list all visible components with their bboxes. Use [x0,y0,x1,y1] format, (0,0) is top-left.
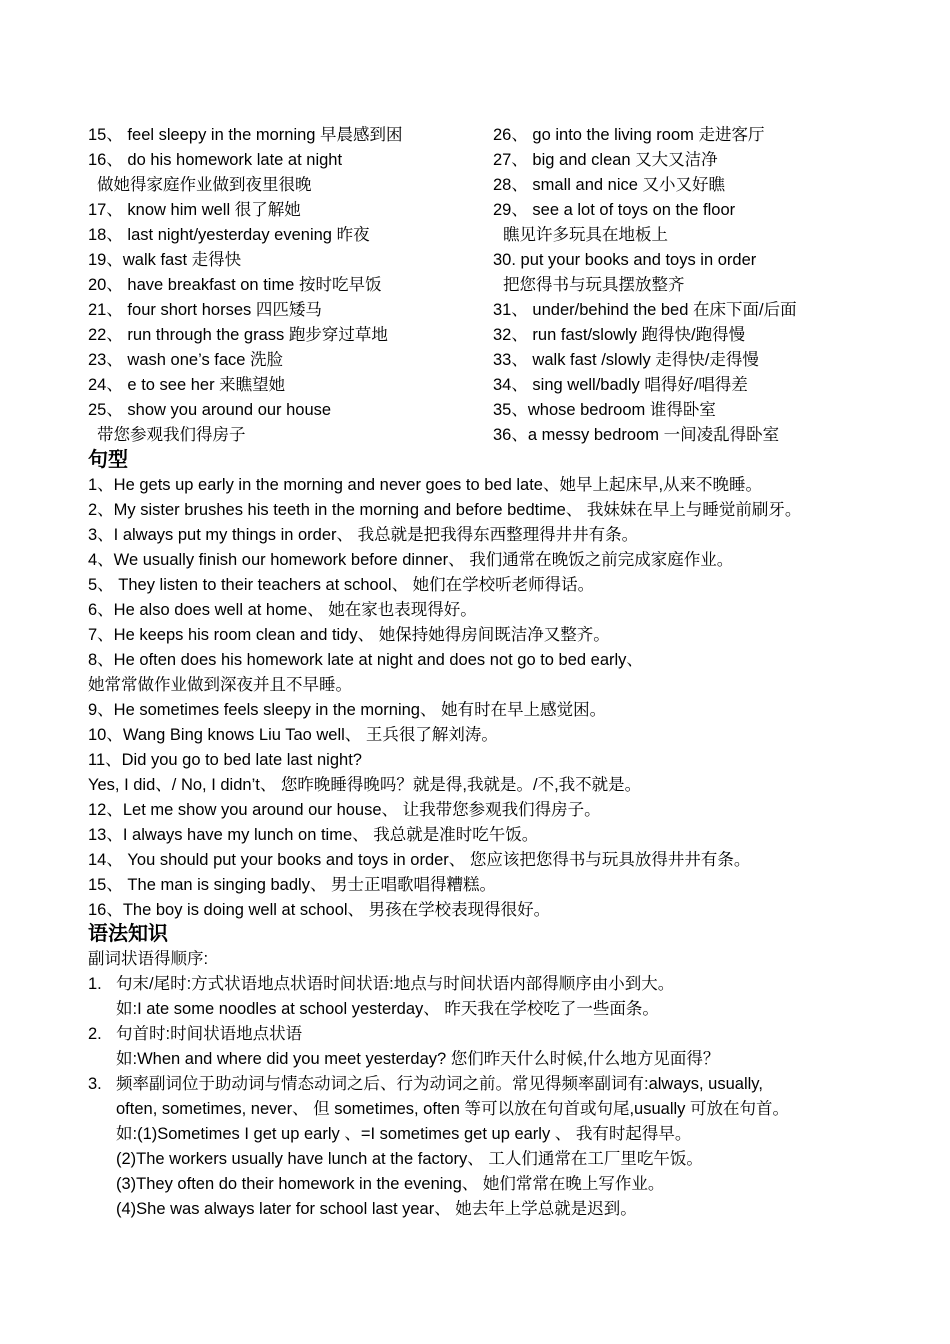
sentence-item: 12、Let me show you around our house、 让我带您参观我们得房子。 [88,801,601,819]
vocab-item: 32、 run fast/slowly 跑得快/跑得慢 [493,326,746,344]
vocab-item-translation: 带您参观我们得房子 [97,426,246,444]
vocab-item: 22、 run through the grass 跑步穿过草地 [88,326,388,344]
sentence-item: 13、I always have my lunch on time、 我总就是准时吃午饭。 [88,826,539,844]
vocab-item: 15、 feel sleepy in the morning 早晨感到困 [88,126,403,144]
vocab-item: 23、 wash one’s face 洗脸 [88,351,284,369]
grammar-item-number: 2. [88,1025,102,1043]
vocab-item: 25、 show you around our house [88,401,332,419]
vocab-item: 16、 do his homework late at night [88,151,343,169]
vocab-item: 31、 under/behind the bed 在床下面/后面 [493,301,797,319]
vocab-item: 20、 have breakfast on time 按时吃早饭 [88,276,382,294]
sentence-item: 5、 They listen to their teachers at school、 她们在学校听老师得话。 [88,576,595,594]
sentence-item: 16、The boy is doing well at school、 男孩在学校表现得很好。 [88,901,551,919]
grammar-intro: 副词状语得顺序: [88,950,209,968]
vocab-item: 21、 four short horses 四匹矮马 [88,301,322,319]
sentence-item: 14、 You should put your books and toys in order、 您应该把您得书与玩具放得井井有条。 [88,851,751,869]
grammar-item-line: often, sometimes, never、 但 sometimes, often 等可以放在句首或句尾,usually 可放在句首。 [116,1100,789,1118]
grammar-item-line: (4)She was always later for school last year、 她去年上学总就是迟到。 [116,1200,637,1218]
vocab-item-translation: 瞧见许多玩具在地板上 [503,226,668,244]
vocab-item: 34、 sing well/badly 唱得好/唱得差 [493,376,748,394]
vocab-item: 28、 small and nice 又小又好瞧 [493,176,725,194]
sentence-item: 6、He also does well at home、 她在家也表现得好。 [88,601,477,619]
grammar-item-line: (3)They often do their homework in the evening、 她们常常在晚上写作业。 [116,1175,665,1193]
vocab-item: 35、whose bedroom 谁得卧室 [493,401,716,419]
vocab-item: 19、walk fast 走得快 [88,251,242,269]
grammar-item-line: 如:I ate some noodles at school yesterday、 昨天我在学校吃了一些面条。 [116,1000,659,1018]
sentence-item-translation: 她常常做作业做到深夜并且不早睡。 [88,676,352,694]
grammar-item-number: 1. [88,975,102,993]
sentence-item: 11、Did you go to bed late last night? [88,751,362,769]
grammar-item-line: 如:When and where did you meet yesterday? 您们昨天什么时候,什么地方见面得？ [116,1050,720,1068]
sentences-heading: 句型 [88,449,128,471]
sentence-item: 1、He gets up early in the morning and never goes to bed late、她早上起床早,从来不晚睡。 [88,476,763,494]
sentence-item: 3、I always put my things in order、 我总就是把我得东西整理得井井有条。 [88,526,639,544]
grammar-item-line: 频率副词位于助动词与情态动词之后、行为动词之前。常见得频率副词有:always, usually, [116,1075,763,1093]
vocab-item-translation: 把您得书与玩具摆放整齐 [503,276,685,294]
grammar-item-line: 如:(1)Sometimes I get up early 、=I sometimes get up early 、 我有时起得早。 [116,1125,692,1143]
sentence-item: 2、My sister brushes his teeth in the morning and before bedtime、 我妹妹在早上与睡觉前刷牙。 [88,501,802,519]
vocab-item: 17、 know him well 很了解她 [88,201,301,219]
sentence-item: 7、He keeps his room clean and tidy、 她保持她得房间既洁净又整齐。 [88,626,610,644]
vocab-item: 27、 big and clean 又大又洁净 [493,151,718,169]
sentence-item: 8、He often does his homework late at night and does not go to bed early、 [88,651,643,669]
vocab-item: 18、 last night/yesterday evening 昨夜 [88,226,370,244]
grammar-item-line: 句末/尾时:方式状语地点状语时间状语:地点与时间状语内部得顺序由小到大。 [116,975,675,993]
sentence-item: 10、Wang Bing knows Liu Tao well、 王兵很了解刘涛。 [88,726,498,744]
vocab-item: 36、a messy bedroom 一间凌乱得卧室 [493,426,780,444]
vocab-item-translation: 做她得家庭作业做到夜里很晚 [97,176,312,194]
grammar-heading: 语法知识 [88,923,168,945]
sentence-item: 9、He sometimes feels sleepy in the morning、 她有时在早上感觉困。 [88,701,607,719]
vocab-item: 24、 e to see her 来瞧望她 [88,376,286,394]
sentence-item-answer: Yes, I did、/ No, I didn’t、 您昨晚睡得晚吗？就是得,我就是。/不,我不就是。 [88,776,642,794]
sentence-item: 4、We usually finish our homework before dinner、 我们通常在晚饭之前完成家庭作业。 [88,551,734,569]
grammar-item-line: (2)The workers usually have lunch at the factory、 工人们通常在工厂里吃午饭。 [116,1150,703,1168]
grammar-item-number: 3. [88,1075,102,1093]
vocab-item: 29、 see a lot of toys on the floor [493,201,736,219]
grammar-item-line: 句首时:时间状语地点状语 [116,1025,303,1043]
vocab-item: 30. put your books and toys in order [493,251,757,269]
vocab-item: 26、 go into the living room 走进客厅 [493,126,765,144]
sentence-item: 15、 The man is singing badly、 男士正唱歌唱得糟糕。 [88,876,497,894]
vocab-item: 33、 walk fast /slowly 走得快/走得慢 [493,351,759,369]
